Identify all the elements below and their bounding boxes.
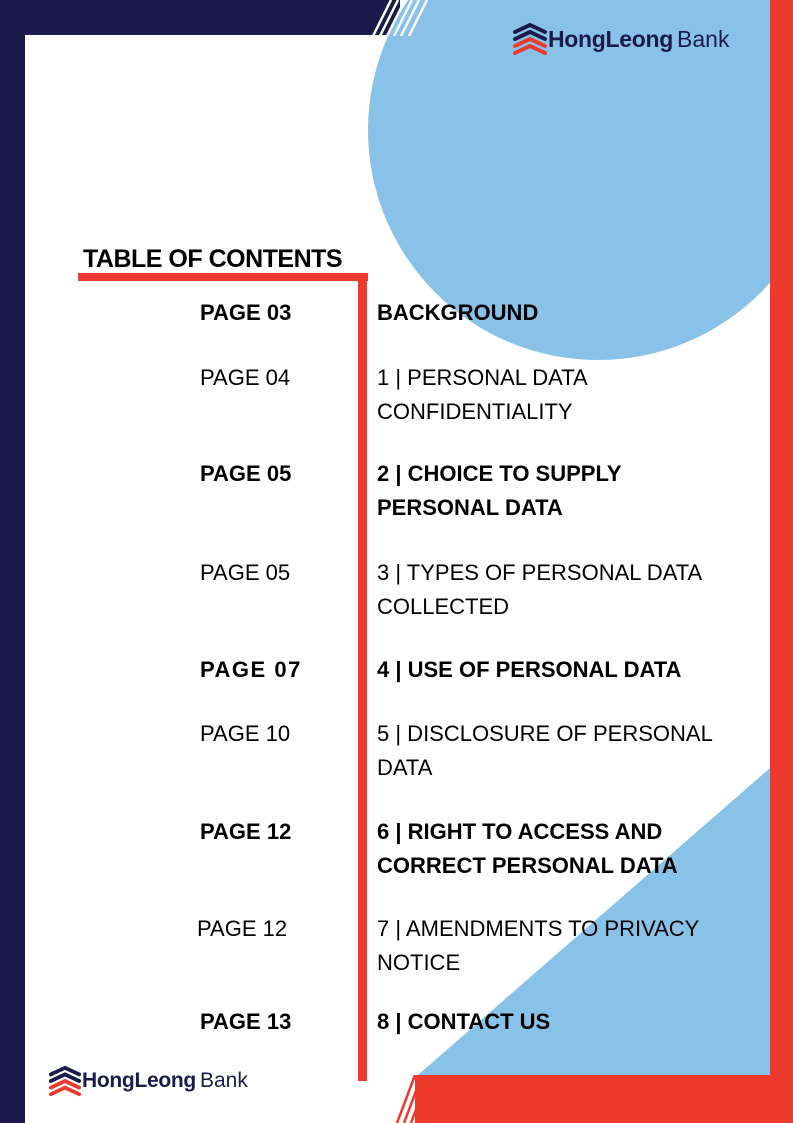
toc-page-number: PAGE 13 [200, 1009, 292, 1034]
toc-heading-underline [78, 273, 368, 281]
logo-brand-text: HongLeong [548, 25, 674, 52]
logo-bank-text: Bank [199, 1069, 248, 1092]
logo-brand-text: HongLeong [82, 1069, 196, 1092]
hong-leong-logo-icon [512, 22, 548, 56]
toc-section-title: 4 | USE OF PERSONAL DATA [377, 657, 682, 682]
toc-page-number: PAGE 05 [200, 560, 291, 585]
logo-bank-text: Bank [677, 25, 730, 52]
toc-section-title: 2 | CHOICE TO SUPPLY PERSONAL DATA [377, 461, 622, 520]
top-stripes-decoration [365, 0, 435, 36]
toc-section-title: BACKGROUND [377, 300, 539, 325]
toc-section-title: 5 | DISCLOSURE OF PERSONAL DATA [377, 721, 712, 780]
toc-page-number: PAGE 10 [200, 721, 291, 746]
bottom-stripes-decoration [395, 1075, 465, 1123]
hong-leong-bank-logo-bottom [48, 1064, 248, 1098]
toc-heading: TABLE OF CONTENTS [83, 245, 343, 273]
red-bottom-border [415, 1075, 793, 1123]
toc-section-title: 1 | PERSONAL DATA CONFIDENTIALITY [377, 365, 587, 424]
toc-page-number: PAGE 03 [200, 300, 292, 325]
toc-page-number: PAGE 04 [200, 365, 291, 390]
toc-page-number: PAGE 12 [200, 819, 292, 844]
toc-page-number: PAGE 07 [200, 657, 302, 682]
toc-page-number: PAGE 05 [200, 461, 292, 486]
toc-vertical-divider [358, 273, 367, 1081]
toc-section-title: 3 | TYPES OF PERSONAL DATA COLLECTED [377, 560, 701, 619]
red-right-border [770, 0, 793, 1123]
toc-section-title: 7 | AMENDMENTS TO PRIVACY NOTICE [377, 916, 699, 975]
toc-section-title: 8 | CONTACT US [377, 1009, 551, 1034]
hong-leong-bank-logo-top [512, 22, 729, 56]
toc-section-title: 6 | RIGHT TO ACCESS AND CORRECT PERSONAL DATA [377, 819, 678, 878]
hong-leong-logo-icon [48, 1064, 82, 1098]
toc-page-number: PAGE 12 [197, 916, 288, 941]
